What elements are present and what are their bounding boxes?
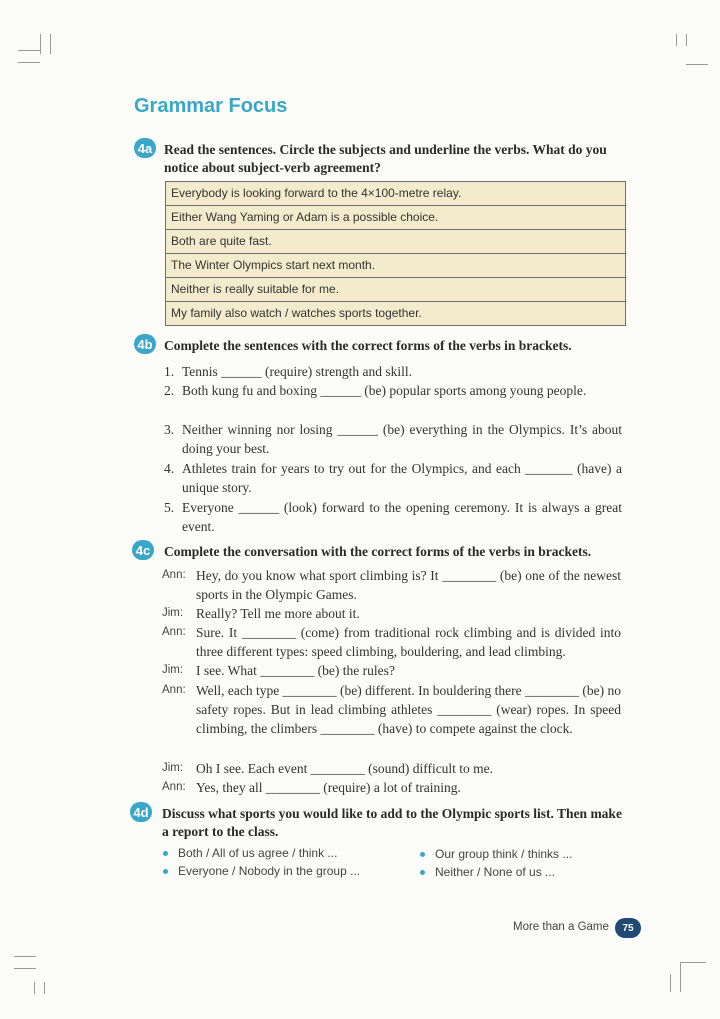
- sentence-row: The Winter Olympics start next month.: [166, 254, 625, 278]
- speaker-label: Ann:: [162, 569, 186, 581]
- exercise-badge-4a: 4a: [134, 138, 156, 158]
- bullet-icon: [163, 851, 168, 856]
- speaker-label: Ann:: [162, 626, 186, 638]
- bullet-text: Everyone / Nobody in the group ...: [178, 864, 361, 878]
- exercise-badge-4b: 4b: [134, 334, 156, 354]
- speaker-label: Jim:: [162, 664, 184, 676]
- item-number: 2.: [164, 383, 175, 398]
- sentence-table: [165, 181, 626, 326]
- bullet-item: [420, 847, 572, 861]
- item-text: Neither winning nor losing ______ (be) everything in the Olympics. It’s about doing your best.: [182, 422, 622, 456]
- crop-mark: [14, 968, 36, 969]
- instruction-4a: Read the sentences. Circle the subjects and underline the verbs. What do you notice about subject-verb agreement?: [164, 142, 607, 175]
- dialogue-line: Well, each type ________ (be) different. In bouldering there ________ (be) no safety ropes. But in lead climbing athletes ________ (wear) ropes. In speed climbing, the climbers ________ (have) to compete against the clock.: [196, 683, 621, 736]
- dialogue-line: I see. What ________ (be) the rules?: [196, 663, 395, 678]
- crop-mark: [50, 34, 51, 54]
- footer-unit-title: More than a Game: [513, 921, 609, 933]
- exercise-badge-4c: 4c: [132, 540, 154, 560]
- bullet-text: Our group think / thinks ...: [435, 847, 573, 861]
- item-text: Everyone ______ (look) forward to the opening ceremony. It is always a great event.: [182, 500, 622, 534]
- bullet-icon: [163, 869, 168, 874]
- sentence-row: My family also watch / watches sports together.: [171, 306, 422, 320]
- dialogue-line: Oh I see. Each event ________ (sound) difficult to me.: [196, 761, 494, 776]
- speaker-label: Jim:: [162, 607, 184, 619]
- dialogue-line: Sure. It ________ (come) from traditional rock climbing and is divided into three different types: speed climbing, bouldering, and lead climbing.: [196, 625, 621, 659]
- instruction-4b: Complete the sentences with the correct forms of the verbs in brackets.: [164, 338, 572, 353]
- crop-mark: [686, 64, 708, 65]
- crop-mark: [14, 956, 36, 957]
- bullet-item: [163, 846, 337, 860]
- item-number: 1.: [164, 364, 175, 379]
- dialogue-line: Hey, do you know what sport climbing is? It ________ (be) one of the newest sports in the Olympic Games.: [196, 568, 621, 602]
- crop-mark: [44, 982, 45, 994]
- speaker-label: Ann:: [162, 781, 186, 793]
- speaker-label: Ann:: [162, 684, 186, 696]
- crop-mark: [18, 62, 40, 63]
- item-text: Athletes train for years to try out for the Olympics, and each _______ (have) a unique story.: [182, 461, 622, 495]
- bullet-text: Both / All of us agree / think ...: [178, 846, 338, 860]
- crop-mark: [34, 982, 35, 994]
- sentence-row: Everybody is looking forward to the 4×100-metre relay.: [166, 182, 625, 206]
- item-text: Both kung fu and boxing ______ (be) popular sports among young people.: [182, 383, 587, 398]
- page-title: Grammar Focus: [134, 95, 288, 117]
- sentence-row: Both are quite fast.: [166, 230, 625, 254]
- item-number: 5.: [164, 500, 175, 515]
- crop-mark: [670, 974, 671, 992]
- bullet-text: Neither / None of us ...: [435, 865, 556, 879]
- sentence-row: Neither is really suitable for me.: [166, 278, 625, 302]
- bullet-icon: [420, 870, 425, 875]
- bullet-item: [163, 864, 360, 878]
- bullet-item: [420, 865, 555, 879]
- bullet-icon: [420, 852, 425, 857]
- crop-mark: [686, 34, 687, 46]
- dialogue-line: Yes, they all ________ (require) a lot of training.: [196, 780, 461, 795]
- crop-mark: [680, 962, 706, 963]
- crop-mark: [18, 50, 40, 51]
- sentence-row: Either Wang Yaming or Adam is a possible choice.: [166, 206, 625, 230]
- crop-mark: [680, 962, 681, 992]
- page-number: 75: [615, 918, 641, 938]
- instruction-4d: Discuss what sports you would like to add to the Olympic sports list. Then make a report to the class.: [162, 806, 622, 839]
- instruction-4c: Complete the conversation with the correct forms of the verbs in brackets.: [164, 544, 592, 559]
- speaker-label: Jim:: [162, 762, 184, 774]
- dialogue-line: Really? Tell me more about it.: [196, 606, 360, 621]
- crop-mark: [40, 34, 41, 54]
- item-number: 4.: [164, 461, 175, 476]
- item-number: 3.: [164, 422, 175, 437]
- item-text: Tennis ______ (require) strength and skill.: [182, 364, 413, 379]
- crop-mark: [676, 34, 677, 46]
- exercise-badge-4d: 4d: [130, 802, 152, 822]
